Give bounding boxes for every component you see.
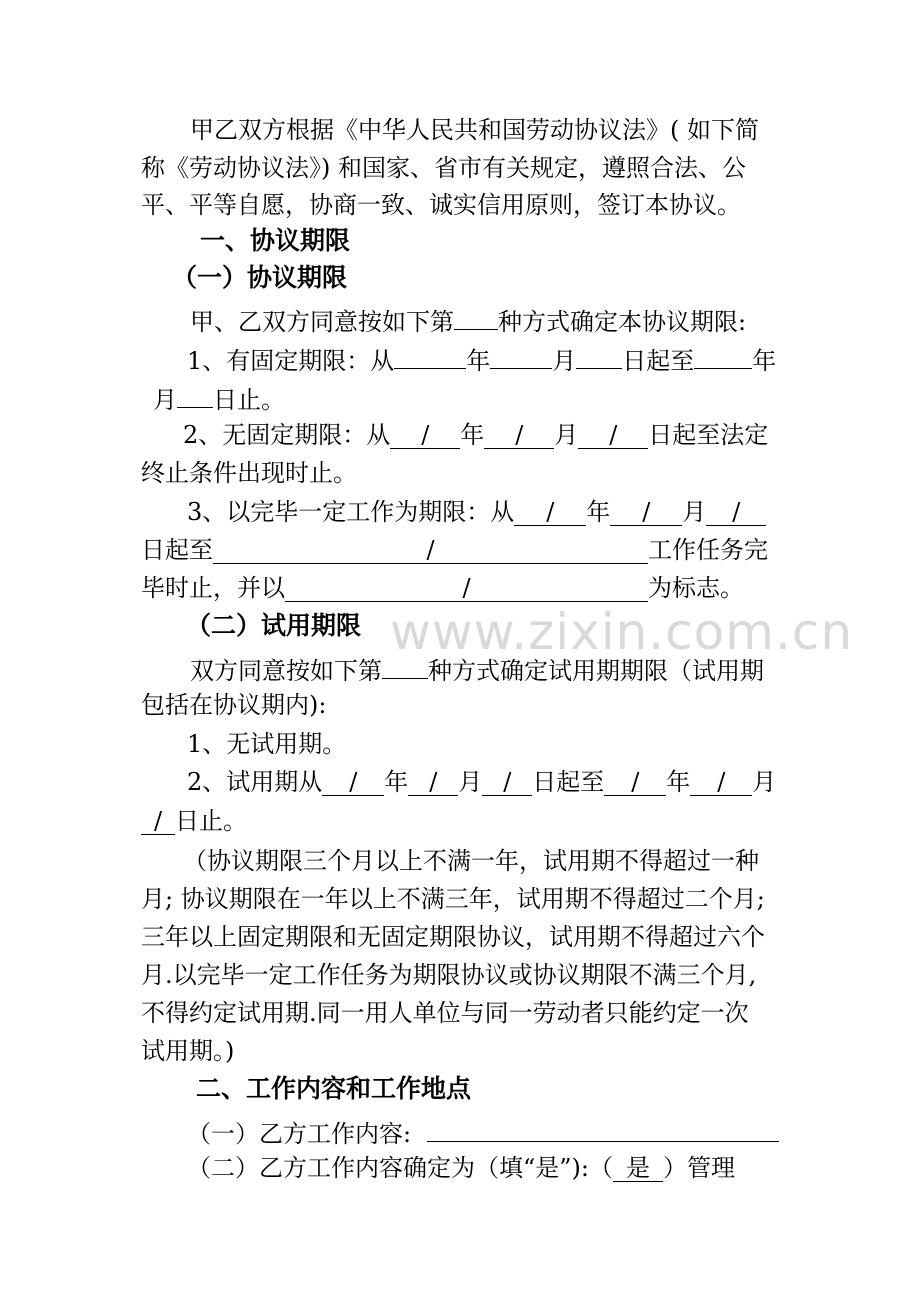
task-mark-label: 毕时止，并以 [141,574,285,602]
year-label: 年 [752,347,777,375]
trial-note-line-2: 月; 协议期限在一年以上不满三年，试用期不得超过二个月; [141,885,765,913]
trial-end-year-blank[interactable]: / [604,769,666,796]
year-label: 年 [460,421,485,449]
term-choice-suffix: 种方式确定本协议期限: [498,308,747,336]
open-term-line [183,420,768,450]
intro-line-3: 平、平等自愿，协商一致、诚实信用原则，签订本协议。 [141,191,741,219]
year-label: 年 [384,768,409,796]
task-term-label: 3、以完毕一定工作为期限：从 [187,498,515,526]
trial-end-day-blank[interactable]: / [141,808,175,835]
task-month-blank[interactable]: / [610,499,682,526]
trial-choice-line [190,652,764,686]
intro-line-2: 称《劳动协议法》) 和国家、省市有关规定，遵照合法、公 [141,154,746,182]
trial-option-1: 1、无试用期。 [187,730,347,758]
trial-choice-blank[interactable] [382,652,428,679]
intro-line-1: 甲乙双方根据《中华人民共和国劳动协议法》( 如下简 [190,116,759,144]
year-label: 年 [666,768,691,796]
work-confirm-label: （二）乙方工作内容确定为（填“是”):（ [187,1154,613,1182]
trial-note-line-1: （协议期限三个月以上不满一年，试用期不得超过一种 [183,847,759,875]
fixed-start-month-blank[interactable] [490,342,552,369]
work-content-line [187,1115,779,1149]
open-term-suffix: 日起至法定 [648,421,769,449]
subheading-term: （一）协议期限 [172,263,348,292]
open-month-blank[interactable]: / [484,422,554,449]
month-label: 月 [554,421,579,449]
day-end-label: 日止。 [175,807,247,835]
open-term-label: 2、无固定期限：从 [183,421,391,449]
trial-note-line-5: 不得约定试用期.同一用人单位与同一劳动者只能约定一次 [141,999,749,1027]
month-label: 月 [682,498,707,526]
year-label: 年 [466,347,491,375]
task-mark-blank[interactable]: / [285,575,648,602]
work-confirm-suffix: ）管理 [663,1154,735,1182]
trial-note-line-4: 月.以完毕一定工作任务为期限协议或协议期限不满三个月, [141,961,757,989]
task-term-line-3 [141,573,744,603]
task-year-blank[interactable]: / [514,499,586,526]
day-end-label: 日止。 [213,386,285,414]
task-term-suffix: 工作任务完 [648,536,768,564]
task-term-line-2 [141,535,768,565]
fixed-end-year-blank[interactable] [694,342,752,369]
task-end-blank[interactable]: / [213,537,648,564]
task-day-blank[interactable]: / [706,499,766,526]
task-term-line [187,497,766,527]
fixed-term-label: 1、有固定期限：从 [187,347,395,375]
trial-start-year-blank[interactable]: / [322,769,384,796]
open-day-blank[interactable]: / [578,422,648,449]
day-start-label: 日起至 [141,536,213,564]
year-label: 年 [586,498,611,526]
trial-note-line-3: 三年以上固定期限和无固定期限协议，试用期不得超过六个 [141,923,765,951]
month-label: 月 [752,768,777,796]
month-label: 月 [552,347,577,375]
section-heading-work: 二、工作内容和工作地点 [196,1074,472,1103]
fixed-end-day-blank[interactable] [177,381,213,408]
watermark: www.zixin.com.cn [390,603,854,661]
day-start-label: 日起至 [532,768,605,796]
term-choice-label: 甲、乙双方同意按如下第 [190,308,454,336]
fixed-start-day-blank[interactable] [576,342,622,369]
term-choice-blank[interactable] [454,303,498,330]
work-confirm-line [187,1153,735,1183]
trial-choice-line-2: 包括在协议期内): [141,691,327,719]
fixed-term-line-2 [153,381,285,415]
day-start-label: 日起至 [622,347,695,375]
work-content-blank[interactable] [427,1115,779,1142]
trial-note-line-6: 试用期。) [141,1037,235,1065]
trial-choice-label: 双方同意按如下第 [190,657,382,685]
month-label: 月 [153,386,177,414]
trial-start-day-blank[interactable]: / [482,769,532,796]
work-content-label: （一）乙方工作内容: [187,1120,412,1148]
open-year-blank[interactable]: / [390,422,460,449]
trial-period-label: 2、试用期从 [187,768,323,796]
open-term-line-2: 终止条件出现时止。 [141,459,357,487]
subheading-trial: （二）试用期限 [186,611,362,640]
trial-end-month-blank[interactable]: / [690,769,752,796]
trial-period-line [187,767,776,797]
trial-period-line-2 [141,806,247,836]
month-label: 月 [458,768,483,796]
section-heading-term: 一、协议期限 [200,226,351,255]
trial-start-month-blank[interactable]: / [408,769,458,796]
trial-choice-suffix: 种方式确定试用期期限（试用期 [428,657,764,685]
fixed-term-line [187,342,776,376]
work-confirm-value[interactable]: 是 [613,1155,663,1182]
task-mark-suffix: 为标志。 [648,574,744,602]
term-choice-line [190,303,746,337]
fixed-start-year-blank[interactable] [394,342,466,369]
